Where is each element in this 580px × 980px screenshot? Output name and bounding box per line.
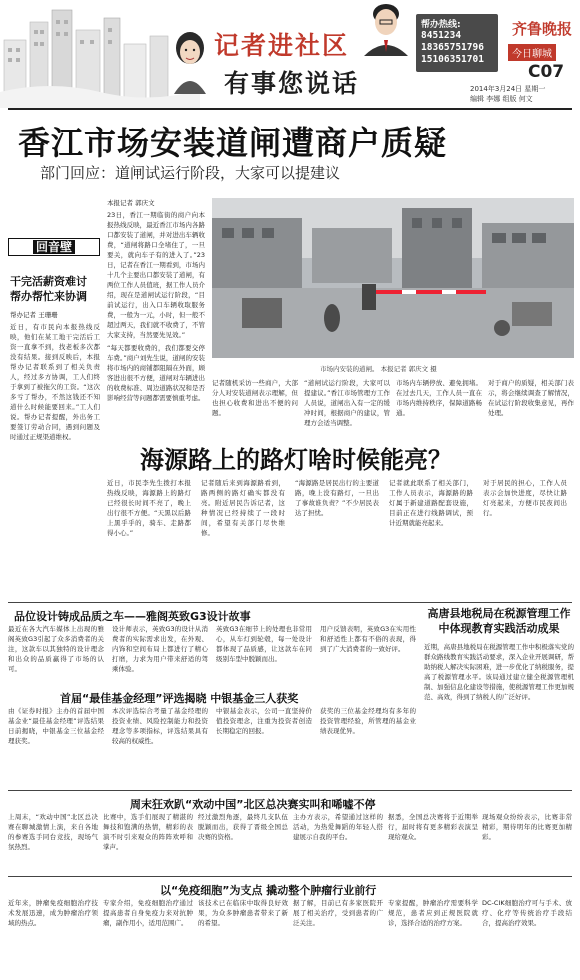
tax-headline: 高唐县地税局在税源管理工作中体现教育实践活动成果 bbox=[427, 607, 571, 635]
ad-columns bbox=[8, 624, 416, 686]
event-col: 现场观众纷纷表示，比赛非常精彩，期待明年的比赛更加精彩。 bbox=[482, 813, 572, 841]
sidebar-logo-text: 回音壁 bbox=[33, 240, 75, 254]
lead-continued-col: 市场内车辆停放、避免拥堵。在过去几天，工作人员一直在市场内维持秩序，保障道路畅通。 bbox=[396, 379, 482, 417]
lead-headline: 香江市场安装道闸遭商户质疑 bbox=[18, 124, 448, 162]
cancer-col: DC-CIK细胞治疗可与手术、放疗、化疗等传统治疗手段结合，提高治疗效果。 bbox=[482, 899, 572, 927]
sidebar-byline: 帮办记者 王珊珊 bbox=[10, 311, 58, 319]
lead-continued-col: 对于商户的质疑，相关部门表示，将会继续调查了解情况，在试运行阶段收集意见，再作处理。 bbox=[488, 379, 574, 417]
fund-col: 由《证券时报》主办的首届中国基金业“最佳基金经理”评选结果日前揭晓，中银基金三位基金经理获奖。 bbox=[8, 707, 104, 745]
story2-headline: 海源路上的路灯啥时候能亮？ bbox=[140, 445, 452, 474]
sidebar-logo bbox=[8, 238, 100, 256]
tax-body: 近期，高唐县地税局在税源管理工作中积极落实党的群众路线教育实践活动要求，深入企业开展调研，帮助纳税人解决实际困难，进一步优化了纳税服务，提高了税源管理水平。该局通过建立健全税源管理机制、加强信息化建设等措施，使税源管理工作更加规范、高效，得到了纳税人的广泛好评。 bbox=[424, 643, 574, 701]
section-rule bbox=[8, 602, 572, 603]
event-col: 经过激烈角逐，最终几支队伍脱颖而出，获得了晋级全国总决赛的资格。 bbox=[198, 813, 288, 841]
lead-continued-columns bbox=[212, 378, 574, 438]
cancer-columns bbox=[8, 898, 572, 976]
lead-subhead: 部门回应：道闸试运行阶段，大家可以提建议 bbox=[40, 164, 341, 182]
paper-tag: 今日聊城 bbox=[508, 44, 556, 61]
story2-col: 对于居民的担心，工作人员表示会加快进度，尽快让路灯亮起来，方便市民夜间出行。 bbox=[483, 479, 567, 517]
man-illustration bbox=[360, 0, 412, 56]
ad-col: 英致G3在细节上的处理也非常用心，从车灯到轮毂，每一处设计都体现了品质感，让这款车在同级别车型中脱颖而出。 bbox=[216, 625, 312, 663]
section-rule bbox=[8, 876, 572, 877]
cancer-col: 近年来，肿瘤免疫细胞治疗技术发展迅速，成为肿瘤治疗领域的热点。 bbox=[8, 899, 98, 927]
tax-story bbox=[424, 606, 574, 796]
column-banner bbox=[214, 26, 359, 100]
sidebar-body: 近日，有市民向本报热线反映，他们在某工地干完活后工资一直拿不到，找老板多次都没有结果。接到反映后，本报帮办记者联系到了相关负责人，经过多方协调，工人们终于拿到了被拖欠的工资。“这次多亏了帮办，不然这钱还不知道什么时候能要回来。”工人们说。帮办记者提醒，外出务工要签订劳动合同，遇到问题及时通过正规渠道维权。 bbox=[10, 323, 100, 441]
hotline-number: 18365751796 bbox=[421, 42, 484, 53]
photo-caption: 市场内安装的道闸。 本报记者 郭庆文 摄 bbox=[320, 365, 437, 373]
page-number: C07 bbox=[528, 62, 565, 82]
event-columns bbox=[8, 812, 572, 872]
lead-continued-col: 记者随机采访一些商户，大部分人对安装道闸表示理解，但也担心收费和进出不便的问题。 bbox=[212, 379, 298, 417]
story2-col: “海源路是居民出行的主要道路，晚上没有路灯，一旦出了事故谁负责？”不少居民表达了担忧。 bbox=[295, 479, 379, 517]
lead-column bbox=[107, 198, 205, 438]
lead-byline: 本报记者 郭庆文 bbox=[107, 199, 155, 207]
event-col: 上周末，“欢动中国”北区总决赛在聊城激情上演，来自各地的参赛选手同台竞技，现场气氛热烈。 bbox=[8, 813, 98, 851]
section-rule bbox=[8, 790, 572, 791]
event-col: 据悉，全国总决赛将于近期举行，届时将有更多精彩表演呈现给观众。 bbox=[388, 813, 478, 841]
top-rule bbox=[8, 108, 572, 110]
sidebar-column bbox=[8, 198, 100, 593]
sidebar-title: 干完活薪资难讨 帮办帮忙来协调 bbox=[10, 275, 87, 303]
fund-headline: 首届“最佳基金经理”评选揭晓 中银基金三人获奖 bbox=[60, 692, 299, 705]
hotline-number: 8451234 bbox=[421, 30, 462, 41]
ad-headline: 品位设计铸成品质之车——雅阁英致G3设计故事 bbox=[14, 610, 251, 623]
story2-columns bbox=[107, 478, 574, 598]
hotline-box bbox=[416, 14, 498, 72]
fund-columns bbox=[8, 706, 416, 766]
masthead bbox=[0, 0, 580, 108]
market-gate-photo bbox=[212, 198, 574, 358]
story2-col: 记者就此联系了相关部门，工作人员表示，海源路的路灯属于新建道路配套设施，目前正在进行线路调试，预计近期就能亮起来。 bbox=[389, 479, 473, 527]
lead-body-1: 23日，香江一期临街的商户向本报热线反映，最近香江市场内各路口都安装了道闸，并对进出车辆收费，“道闸将路口全堵住了，一旦要关，就向车子有的进入了。”23日，记者在香江一期看到，市场内十几个主要出口都安装了道闸，有两位工作人员值班，据工作人员介绍，现在是道闸试运行阶段，“目前试运行，出入口车辆收取服务费，一般为一元，小时，但一般不超过两天，我们就不收费了，不管大家支持，当然要先见效。” bbox=[107, 211, 205, 339]
lead-continued-col: “道闸试运行阶段，大家可以提建议。”香江市场管理方工作人员说，道闸出入有一定的缓冲时间，根据商户的建议，管理方会适当调整。 bbox=[304, 379, 390, 427]
ad-col: 设计师表示，英致G3的设计从消费者的实际需求出发，在外观、内饰和空间布局上都进行了精心打磨，力求为用户带来舒适的驾乘体验。 bbox=[112, 625, 208, 673]
banner-line-2: 有事您说话 bbox=[224, 69, 360, 98]
fund-col: 中银基金表示，公司一直坚持价值投资理念，注重为投资者创造长期稳定的回报。 bbox=[216, 707, 312, 735]
ad-col: 最近在各大汽车媒体上出现的雅阁英致G3引起了众多消费者的关注，这款车以其独特的设计理念和出众的品质赢得了市场的认可。 bbox=[8, 625, 104, 673]
event-col: 比赛中，选手们展现了精湛的舞技和饱满的热情，精彩的表演不时引来观众的阵阵欢呼和掌声。 bbox=[103, 813, 193, 851]
hotline-label: 帮办热线: bbox=[421, 20, 461, 30]
ad-col: 用户反馈表明，英致G3在实用性和舒适性上都有不俗的表现，得到了广大消费者的一致好评。 bbox=[320, 625, 416, 653]
banner-line-1: 记者进社区 bbox=[214, 31, 350, 60]
cancer-col: 据了解，目前已有多家医院开展了相关治疗，受到患者的广泛关注。 bbox=[293, 899, 383, 927]
hotline-number: 15106351701 bbox=[421, 54, 484, 65]
paper-name: 齐鲁晚报 bbox=[512, 20, 573, 38]
editors-line: 编辑 李娜 组版 何文 bbox=[470, 95, 533, 103]
story2-col: 记者随后来到海源路看到，路两侧的路灯确实都没有亮。附近居民告诉记者，这种情况已经持续了一段时间，希望有关部门尽快维修。 bbox=[201, 479, 285, 537]
cancer-col: 专家介绍，免疫细胞治疗通过提高患者自身免疫力来对抗肿瘤，副作用小，适用范围广。 bbox=[103, 899, 193, 927]
fund-col: 获奖的三位基金经理均有多年的投资管理经验，所管理的基金业绩表现优异。 bbox=[320, 707, 416, 735]
event-col: 主办方表示，希望通过这样的活动，为热爱舞蹈的年轻人搭建展示自我的平台。 bbox=[293, 813, 383, 841]
cancer-col: 专家提醒，肿瘤治疗需要科学规范，患者应到正规医院就诊，选择合适的治疗方案。 bbox=[388, 899, 478, 927]
fund-col: 本次评选综合考量了基金经理的投资业绩、风险控制能力和投资理念等多项指标，评选结果具有较高的权威性。 bbox=[112, 707, 208, 745]
reporter-illustration bbox=[168, 28, 212, 94]
story2-col: 近日，市民李先生拨打本报热线反映，海源路上的路灯已经很长时间不亮了，晚上出行很不方便。“天黑以后路上黑乎乎的，骑车、走路都得小心。” bbox=[107, 479, 191, 537]
cancer-col: 该技术已在临床中取得良好效果，为众多肿瘤患者带来了新的希望。 bbox=[198, 899, 288, 927]
lead-body-2: “每天都要收费的，我们都要交停车费。”商户刘先生说，道闸的安装将市场内的商铺都阻隔在外面，顾客进出很不方便，道闸对车辆进出的收费标准、周边道路状况和是否影响经营等问题都需要慎重考虑。 bbox=[107, 344, 205, 402]
event-headline: 周末狂欢趴“欢动中国”北区总决赛实叫和唏嘘不停 bbox=[130, 798, 376, 811]
publication-date: 2014年3月24日 星期一 bbox=[470, 85, 546, 93]
cancer-headline: 以“免疫细胞”为支点 撬动整个肿瘤行业前行 bbox=[160, 884, 377, 897]
